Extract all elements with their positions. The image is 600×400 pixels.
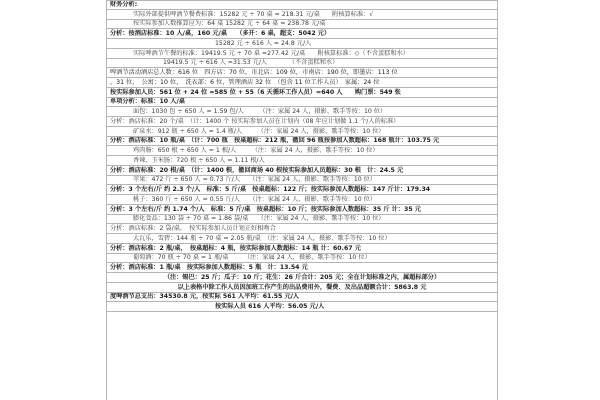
lunch-standard: 实际啤酒节午餐的标准：19419.5 元 ÷ 70 桌 =277.42 元/桌 附核算标准：◇（不含蛋糕和水） xyxy=(107,49,497,59)
chicken-sausage-usage: 鸡肉肠：650 根 ÷ 650 人 = 1 根/人 （注：家属 24 人，摄影、歌手等按：10 位） xyxy=(107,146,497,156)
section-heading-items: 单项分析：标准：10 人/桌 xyxy=(107,98,497,108)
lunch-per-person: 19419.5 元 ÷ 616 人 =31.53 元/人 （不含蛋糕和水） xyxy=(107,59,497,69)
total-excess-summary: 以上表格中除工作人员因加班工作产生的出品费用外，餐费、及出品超额合计：5863.8 元 xyxy=(107,283,497,293)
misc-items-note: （注：锡巴：25 斤；瓜子：10 斤；花生：26 斤合计：205 元；全在计划标准之内，属超标部分） xyxy=(107,273,497,283)
total-expenditure: 度啤酒节总支出：34530.8 元，按实际 561 人平均：61.55 元/人 xyxy=(107,293,497,303)
actual-participants: 按实际参加人员：561 位 + 24 位 =585 位 + 55（6 天循环工作人员）=640 人 购门票：549 张 xyxy=(107,88,497,98)
section-heading-finance: 财务分析: xyxy=(107,0,497,10)
snack-usage: 膨化食品：130 袋 ÷ 70 桌 = 1.86 袋/桌 （注：家属 24 人，摄影、歌手等按：10 位） xyxy=(107,215,497,225)
average-per-person: 按实际人员 616 人平均：56.05 元/人 xyxy=(107,302,497,312)
total-attendees: 啤酒节活动酒店总人数：616 位 四方店：70 位，市北店：109 位，市南店：190 位，即墨店：113 位 xyxy=(107,68,497,78)
peach-analysis: 分析：3 个左右/斤 约 1.74 个/人 标准：5 斤/桌 按桌超标：10 斤；按实际参加人数超标：35 斤 计：35 元 xyxy=(107,205,497,215)
attendee-breakdown: ，31 位， 公寓：10 位， 洗衣部：6 位，管理酒店 32 位 （包含 11 位工作人员） 家属：24 位 xyxy=(107,78,497,88)
external-meal-standard: 实际外部提供啤酒节餐费标准：15282 元 ÷ 70 桌 = 218.31 元/桌 附核算标准：√ xyxy=(107,10,497,20)
soda-analysis: 分析：酒店标准：2 瓶/桌， 按桌超标：4 瓶，按实际参加人数超标：14 瓶 计：60.67 元 xyxy=(107,244,497,254)
corn-sausage-usage: 香辣、玉米肠：720 根 ÷ 650 人 = 1.11 根/人 xyxy=(107,156,497,166)
water-usage: 矿泉水：912 瓶 ÷ 650 人 = 1.4 瓶/人 （注：家属 24 人，摄影、歌手等按：10 位） xyxy=(107,127,497,137)
water-analysis: 分析：酒店标准：10 瓶/桌 （计：700 瓶 按桌超标：212 瓶，撤回 96 瓶按参加人数超标：168 瓶计：103.75 元 xyxy=(107,137,497,147)
snack-analysis: 分析：酒店标准：2 袋/桌， 按实际参加人员计划正好相吻合 xyxy=(107,224,497,234)
apple-analysis: 分析：3 个左右/斤 约 2.3 个/人 标准：5 斤/桌 按桌超标：122 斤；按实际参加人数超标：147 斤计：179.34 xyxy=(107,185,497,195)
wine-usage: 葡萄酒：70 瓶 ÷ 70 桌 = 1 瓶/桌 （注：家属 24 人，摄影、歌手等按：10 位） xyxy=(107,254,497,264)
apple-usage: 苹果：472 斤 ÷ 650 人 = 0.73 斤/人 （注：家属 24 人，摄影、歌手等按：10 位） xyxy=(107,176,497,186)
finance-analysis-document xyxy=(106,0,498,400)
actual-headcount-estimate: 按实际参加人数推算应为：64 桌 15282 元 ÷ 64 桌 = 238.78 元/桌 xyxy=(107,20,497,30)
sausage-analysis: 分析：酒店标准：20 根/桌 （计：1400 根，撤回商场 40 根按实际参加人员超标：30 根 计：24.5 元 xyxy=(107,166,497,176)
per-person-cost: 15282 元 ÷ 616 人 = 24.8 元/人 xyxy=(107,39,497,49)
bread-usage: 面包：1030 包 ÷ 650 人 = 1.59 包/人 （注：家属 24 人，摄影、歌手等按：10 位） xyxy=(107,107,497,117)
peach-usage: 桃子：360 斤 ÷ 650 人 = 0.55 斤/人 （注：家属 24 人，摄影、歌手等按：10 位） xyxy=(107,195,497,205)
wine-analysis: 分析：酒店标准：1 瓶/桌 按实际参加人数超标：5 瓶 计：13.54 元 xyxy=(107,263,497,273)
soda-usage: 大瓦乐，雪碧：144 瓶 ÷ 70 桌 = 2.05 瓶/桌 （注：家属 24 人，摄影、歌手等按：10 位） xyxy=(107,234,497,244)
hotel-standard-analysis: 分析：按酒店标准：10 人/桌，160 元/桌 （多开：6 桌，超支：5042 元） xyxy=(107,29,497,39)
bread-analysis: 分析：酒店标准：20 个/桌 （计：1400 个 按实际参加人员在计划内（08 年应计划做 1.1 个/人的标准） xyxy=(107,117,497,127)
